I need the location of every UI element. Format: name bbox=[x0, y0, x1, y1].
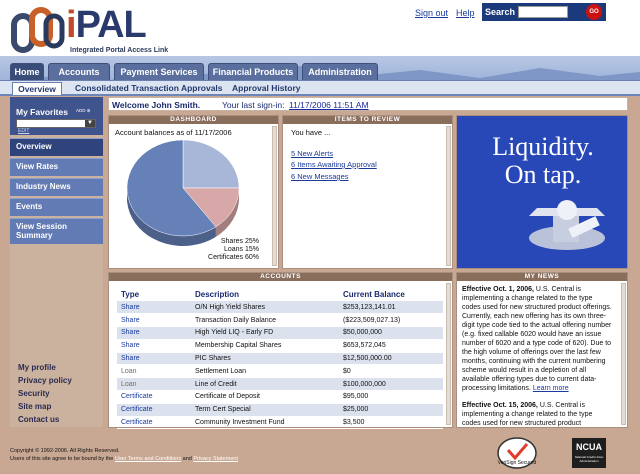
contact-us-link[interactable]: Contact us bbox=[18, 415, 60, 424]
account-balance: $50,000,000 bbox=[339, 327, 443, 340]
ncua-badge[interactable] bbox=[572, 438, 606, 468]
account-description: O/N High Yield Shares bbox=[191, 301, 339, 314]
sidebar-item-view-rates[interactable]: View Rates bbox=[10, 158, 103, 176]
account-type[interactable]: Loan bbox=[117, 378, 191, 391]
header bbox=[0, 0, 640, 62]
news-item: Effective Oct. 15, 2006, U.S. Central is implementing a change related to the type codes used for new structured product bbox=[462, 402, 593, 427]
awaiting-approval-link[interactable]: 6 Items Awaiting Approval bbox=[291, 160, 377, 169]
favorites-add-button[interactable]: ADD ⊕ bbox=[76, 108, 91, 113]
account-type[interactable]: Loan bbox=[117, 365, 191, 378]
table-row bbox=[117, 327, 443, 340]
account-type[interactable]: Share bbox=[117, 352, 191, 365]
welcome-greeting: Welcome John Smith. bbox=[112, 100, 201, 110]
accounts-panel bbox=[108, 272, 453, 428]
account-balance: $653,572,045 bbox=[339, 339, 443, 352]
sidebar-item-events[interactable]: Events bbox=[10, 198, 103, 216]
news-body bbox=[462, 285, 612, 428]
account-description: PIC Shares bbox=[191, 352, 339, 365]
dashboard-scrollbar[interactable] bbox=[272, 126, 277, 266]
account-balance: $100,000,000 bbox=[339, 378, 443, 391]
review-scrollbar[interactable] bbox=[446, 126, 451, 266]
account-balance: $3,500 bbox=[339, 416, 443, 429]
dashboard-header: DASHBOARD bbox=[109, 116, 278, 124]
account-balance: $95,000 bbox=[339, 391, 443, 404]
account-type[interactable]: Certificate bbox=[117, 416, 191, 429]
logo-tagline: Integrated Portal Access Link bbox=[70, 47, 169, 54]
logo-wordmark: iPAL bbox=[66, 4, 146, 46]
news-scrollbar[interactable] bbox=[621, 283, 626, 425]
news-header: MY NEWS bbox=[457, 273, 627, 281]
search-go-button[interactable]: GO bbox=[586, 4, 602, 20]
account-description: High Yield LIQ - Early FD bbox=[191, 327, 339, 340]
table-row bbox=[117, 378, 443, 391]
messages-link[interactable]: 6 New Messages bbox=[291, 172, 349, 181]
news-panel bbox=[456, 272, 628, 428]
sidebar-item-overview[interactable]: Overview bbox=[10, 138, 103, 156]
welcome-bar bbox=[108, 97, 628, 111]
table-row bbox=[117, 403, 443, 416]
verisign-badge[interactable] bbox=[496, 436, 538, 470]
logo[interactable] bbox=[10, 6, 190, 56]
account-balance: $253,123,141.01 bbox=[339, 301, 443, 314]
sidebar-item-view-session-summary[interactable]: View Session Summary bbox=[10, 218, 103, 244]
table-row bbox=[117, 314, 443, 327]
account-type[interactable]: Share bbox=[117, 314, 191, 327]
tab-administration[interactable]: Administration bbox=[302, 63, 378, 80]
favorites-title: My Favorites bbox=[16, 107, 68, 117]
favorites-edit-link[interactable]: EDIT bbox=[18, 128, 30, 134]
tab-financial-products[interactable]: Financial Products bbox=[208, 63, 298, 80]
last-signin-label: Your last sign-in: bbox=[222, 100, 285, 110]
chain-logo-icon bbox=[10, 6, 66, 54]
learn-more-link[interactable]: Learn more bbox=[532, 385, 569, 392]
last-signin-value[interactable]: 11/17/2006 11:51 AM bbox=[289, 100, 369, 110]
terms-text: Users of this site agree to be bound by the User Terms and Conditions and Privacy Statement bbox=[10, 456, 238, 462]
footer bbox=[0, 432, 640, 474]
subtab-approval-history[interactable]: Approval History bbox=[232, 83, 301, 93]
promo-line2: On tap. bbox=[504, 160, 582, 189]
search-input[interactable] bbox=[518, 6, 568, 18]
ncua-label: NCUA bbox=[576, 442, 602, 452]
pie-slice-shares bbox=[183, 140, 239, 188]
account-balance: $12,500,000.00 bbox=[339, 352, 443, 365]
table-row bbox=[117, 416, 443, 429]
legend-certificates: Certificates 60% bbox=[208, 254, 259, 261]
privacy-statement-link[interactable]: Privacy Statement bbox=[193, 456, 238, 462]
site-map-link[interactable]: Site map bbox=[18, 402, 52, 411]
account-balance: $0 bbox=[339, 365, 443, 378]
chevron-down-icon: ▼ bbox=[85, 120, 95, 127]
account-type[interactable]: Share bbox=[117, 327, 191, 340]
account-type[interactable]: Share bbox=[117, 339, 191, 352]
alerts-link[interactable]: 5 New Alerts bbox=[291, 149, 334, 158]
review-header: ITEMS TO REVIEW bbox=[283, 116, 452, 124]
subtab-overview[interactable]: Overview bbox=[12, 82, 62, 95]
accounts-table bbox=[117, 289, 443, 429]
signout-link[interactable]: Sign out bbox=[415, 8, 449, 18]
col-type: Type bbox=[121, 289, 140, 299]
dashboard-title: Account balances as of 11/17/2006 bbox=[115, 128, 232, 137]
accounts-header: ACCOUNTS bbox=[109, 273, 452, 281]
tab-home[interactable]: Home bbox=[10, 63, 44, 80]
account-description: Line of Credit bbox=[191, 378, 339, 391]
account-description: Membership Capital Shares bbox=[191, 339, 339, 352]
sub-nav bbox=[0, 80, 640, 94]
table-row bbox=[117, 365, 443, 378]
account-description: Community Investment Fund bbox=[191, 416, 339, 429]
tab-accounts[interactable]: Accounts bbox=[48, 63, 110, 80]
account-balance: $25,000 bbox=[339, 403, 443, 416]
subtab-consolidated-approvals[interactable]: Consolidated Transaction Approvals bbox=[75, 83, 223, 93]
search-box bbox=[482, 3, 606, 21]
review-intro: You have ... bbox=[291, 128, 331, 137]
news-item: Effective Oct. 1, 2006, U.S. Central is implementing a change related to the type codes used for new structured product offerings. Currently, each new offering has its own three-digit type code tied to the actual offering number (e.g. fixed callable 6020 would have an issue number of 6020 and a type code of 620). Due to the high volume of offerings over the last few months, continuing with the current numbering scheme would result in a depletion of all available offering types due to current data-processing limitations. Learn more bbox=[462, 286, 612, 392]
favorites-select[interactable] bbox=[16, 119, 96, 128]
pie-chart bbox=[125, 138, 255, 248]
account-type[interactable]: Certificate bbox=[117, 403, 191, 416]
account-description: Transaction Daily Balance bbox=[191, 314, 339, 327]
accounts-scrollbar[interactable] bbox=[446, 283, 451, 425]
account-balance: ($223,509,027.13) bbox=[339, 314, 443, 327]
add-circle-icon: ⊕ bbox=[86, 108, 91, 113]
privacy-policy-link[interactable]: Privacy policy bbox=[18, 376, 72, 385]
account-description: Certificate of Deposit bbox=[191, 391, 339, 404]
verisign-label: VeriSign Secured bbox=[497, 460, 537, 466]
account-description: Settlement Loan bbox=[191, 365, 339, 378]
favorites-box bbox=[10, 97, 103, 135]
sidebar bbox=[10, 97, 103, 427]
col-description: Description bbox=[195, 289, 240, 299]
col-balance: Current Balance bbox=[343, 289, 405, 299]
table-row bbox=[117, 339, 443, 352]
table-row bbox=[117, 391, 443, 404]
items-to-review-panel bbox=[282, 115, 453, 269]
table-row bbox=[117, 301, 443, 314]
legend-shares: Shares 25% bbox=[220, 238, 259, 245]
security-link[interactable]: Security bbox=[18, 389, 50, 398]
my-profile-link[interactable]: My profile bbox=[18, 363, 56, 372]
terms-link[interactable]: User Terms and Conditions bbox=[114, 456, 182, 462]
tab-payment-services[interactable]: Payment Services bbox=[114, 63, 204, 80]
search-label: Search bbox=[485, 7, 516, 17]
promo-line1: Liquidity. bbox=[492, 132, 594, 161]
account-type[interactable]: Certificate bbox=[117, 391, 191, 404]
account-type[interactable]: Share bbox=[117, 301, 191, 314]
sidebar-item-industry-news[interactable]: Industry News bbox=[10, 178, 103, 196]
promo-ad[interactable] bbox=[456, 115, 628, 269]
dashboard-panel bbox=[108, 115, 279, 269]
help-link[interactable]: Help bbox=[456, 8, 475, 18]
legend-loans: Loans 15% bbox=[223, 246, 259, 253]
copyright: Copyright © 1992-2006. All Rights Reserved. bbox=[10, 448, 120, 454]
ncua-sub-label: National Credit Union Administration bbox=[574, 455, 604, 463]
table-row bbox=[117, 352, 443, 365]
account-description: Term Cert Special bbox=[191, 403, 339, 416]
